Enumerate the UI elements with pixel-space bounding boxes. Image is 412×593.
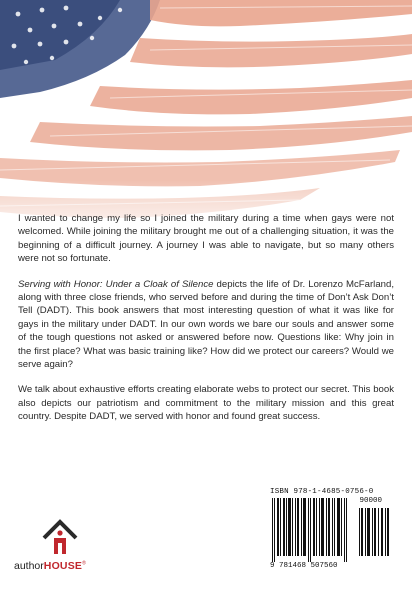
authorhouse-logo-icon — [42, 518, 78, 556]
registered-mark: ® — [82, 560, 86, 567]
isbn-label: ISBN 978-1-4685-0756-0 — [270, 488, 374, 496]
barcode-addon-bars — [358, 508, 390, 556]
barcode-addon-number: 90000 — [359, 497, 382, 505]
blurb-paragraph-2 — [18, 278, 394, 372]
publisher-name — [14, 560, 86, 572]
publisher-name-part-2: HOUSE — [43, 560, 83, 572]
barcode-digits: 9 781468 507560 — [270, 562, 338, 570]
blurb-paragraph-1: I wanted to change my life so I joined the military during a time when gays were not welcomed. While joining the military brought me out of a challenging situation, it was the beginning of a difficult journey. A journey I was able to navigate, but so many others were not so fortunate. — [18, 213, 394, 265]
american-flag-graphic — [0, 0, 412, 240]
publisher-logo — [14, 518, 104, 576]
barcode-bars — [270, 498, 352, 562]
publisher-name-part-1: author — [14, 560, 44, 572]
blurb-paragraph-3: We talk about exhaustive efforts creating elaborate webs to protect our secret. This book also depicts our patriotism and commitment to the military mission and this great country. Despite DADT, we served with honor and found great success. — [18, 384, 394, 423]
book-title: Serving with Honor: Under a Cloak of Silence — [18, 278, 214, 290]
blurb-paragraph-2-text: depicts the life of Dr. Lorenzo McFarland, along with three close friends, who served before and during the time of Don’t Ask Don’t Tell (DADT). This book answers that most interesting question of what it was like for gays in the military under DADT. In our own words we bare our souls and answer some of the tough questions not asked or answered before now. Questions like: Why join in the first place? What was basic training like? How did we protect our careers? Would we serve again? — [18, 278, 394, 371]
back-cover-blurb — [18, 212, 394, 436]
isbn-barcode — [270, 488, 390, 574]
